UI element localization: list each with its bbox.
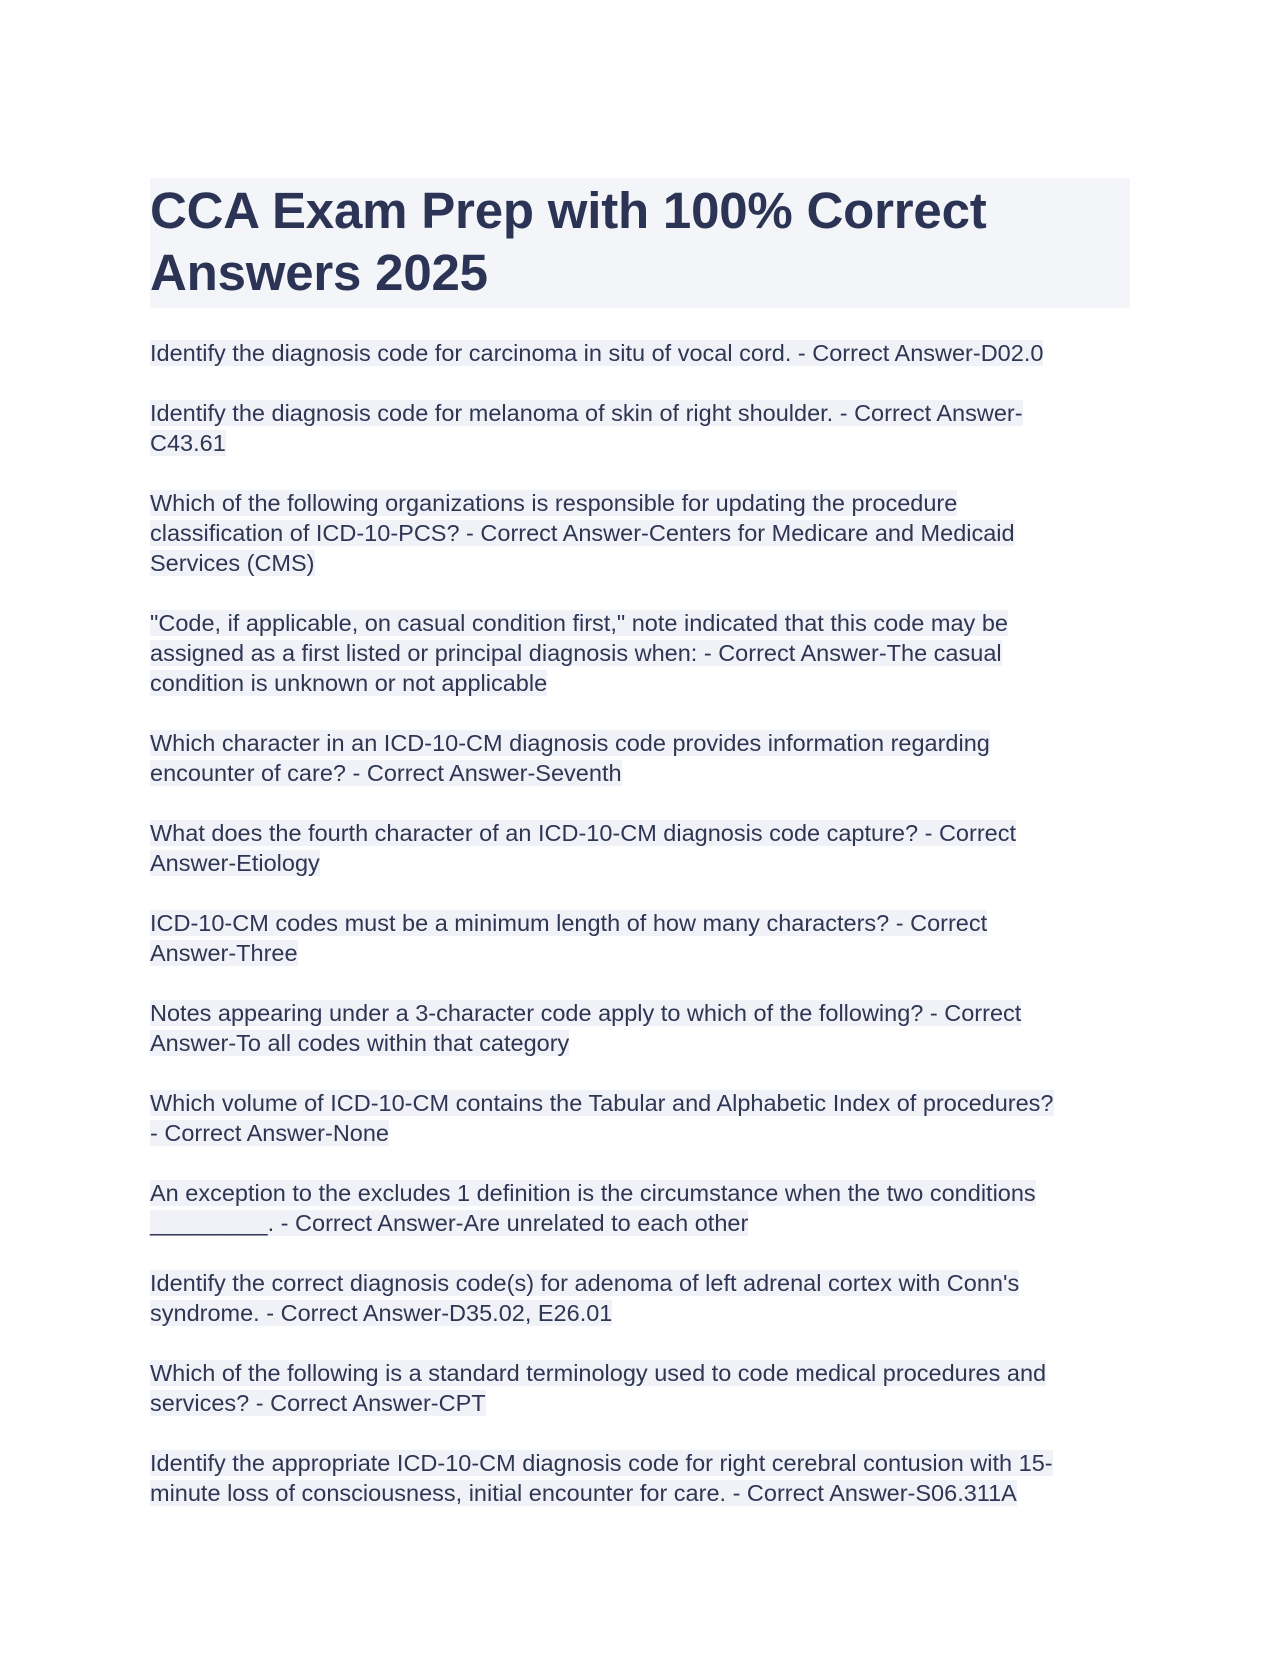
qa-item [150, 908, 1130, 968]
page-title [150, 180, 1130, 304]
qa-item [150, 1178, 1130, 1238]
qa-line: syndrome. - Correct Answer-D35.02, E26.01 [150, 1300, 613, 1326]
qa-line: "Code, if applicable, on casual condition first," note indicated that this code may be [150, 610, 1008, 636]
qa-item [150, 1268, 1130, 1328]
document-page [150, 178, 1130, 1538]
qa-line: Answer-To all codes within that category [150, 1030, 570, 1056]
qa-item [150, 818, 1130, 878]
qa-line: Services (CMS) [150, 550, 315, 576]
qa-line: condition is unknown or not applicable [150, 670, 548, 696]
qa-line: classification of ICD-10-PCS? - Correct Answer-Centers for Medicare and Medicaid [150, 520, 1015, 546]
qa-list [150, 338, 1130, 1508]
qa-line: Which of the following is a standard terminology used to code medical procedures and [150, 1360, 1047, 1386]
qa-line: Notes appearing under a 3-character code apply to which of the following? - Correct [150, 1000, 1022, 1026]
qa-line: _________. - Correct Answer-Are unrelated to each other [150, 1210, 749, 1236]
qa-line: What does the fourth character of an ICD-10-CM diagnosis code capture? - Correct [150, 820, 1016, 846]
qa-item [150, 998, 1130, 1058]
qa-item [150, 1358, 1130, 1418]
qa-line: Identify the diagnosis code for carcinoma in situ of vocal cord. - Correct Answer-D02.0 [150, 340, 1044, 366]
qa-line: Identify the diagnosis code for melanoma of skin of right shoulder. - Correct Answer- [150, 400, 1023, 426]
qa-line: C43.61 [150, 430, 226, 456]
qa-line: assigned as a first listed or principal diagnosis when: - Correct Answer-The casual [150, 640, 1002, 666]
qa-line: minute loss of consciousness, initial encounter for care. - Correct Answer-S06.311A [150, 1480, 1017, 1506]
qa-item [150, 1088, 1130, 1148]
qa-line: ICD-10-CM codes must be a minimum length of how many characters? - Correct [150, 910, 988, 936]
qa-line: An exception to the excludes 1 definition is the circumstance when the two conditions [150, 1180, 1036, 1206]
qa-line: Identify the appropriate ICD-10-CM diagnosis code for right cerebral contusion with 15- [150, 1450, 1053, 1476]
qa-line: - Correct Answer-None [150, 1120, 389, 1146]
qa-line: encounter of care? - Correct Answer-Seventh [150, 760, 622, 786]
qa-item [150, 398, 1130, 458]
title-line-2: Answers 2025 [150, 244, 488, 301]
qa-item [150, 488, 1130, 578]
qa-line: Which character in an ICD-10-CM diagnosis code provides information regarding [150, 730, 990, 756]
qa-line: Which of the following organizations is responsible for updating the procedure [150, 490, 958, 516]
qa-line: Identify the correct diagnosis code(s) for adenoma of left adrenal cortex with Conn's [150, 1270, 1020, 1296]
qa-line: services? - Correct Answer-CPT [150, 1390, 486, 1416]
qa-item [150, 1448, 1130, 1508]
title-box [150, 178, 1130, 308]
qa-line: Which volume of ICD-10-CM contains the Tabular and Alphabetic Index of procedures? [150, 1090, 1054, 1116]
qa-item [150, 338, 1130, 368]
title-line-1: CCA Exam Prep with 100% Correct [150, 182, 987, 239]
qa-item [150, 728, 1130, 788]
qa-item [150, 608, 1130, 698]
qa-line: Answer-Three [150, 940, 298, 966]
qa-line: Answer-Etiology [150, 850, 320, 876]
